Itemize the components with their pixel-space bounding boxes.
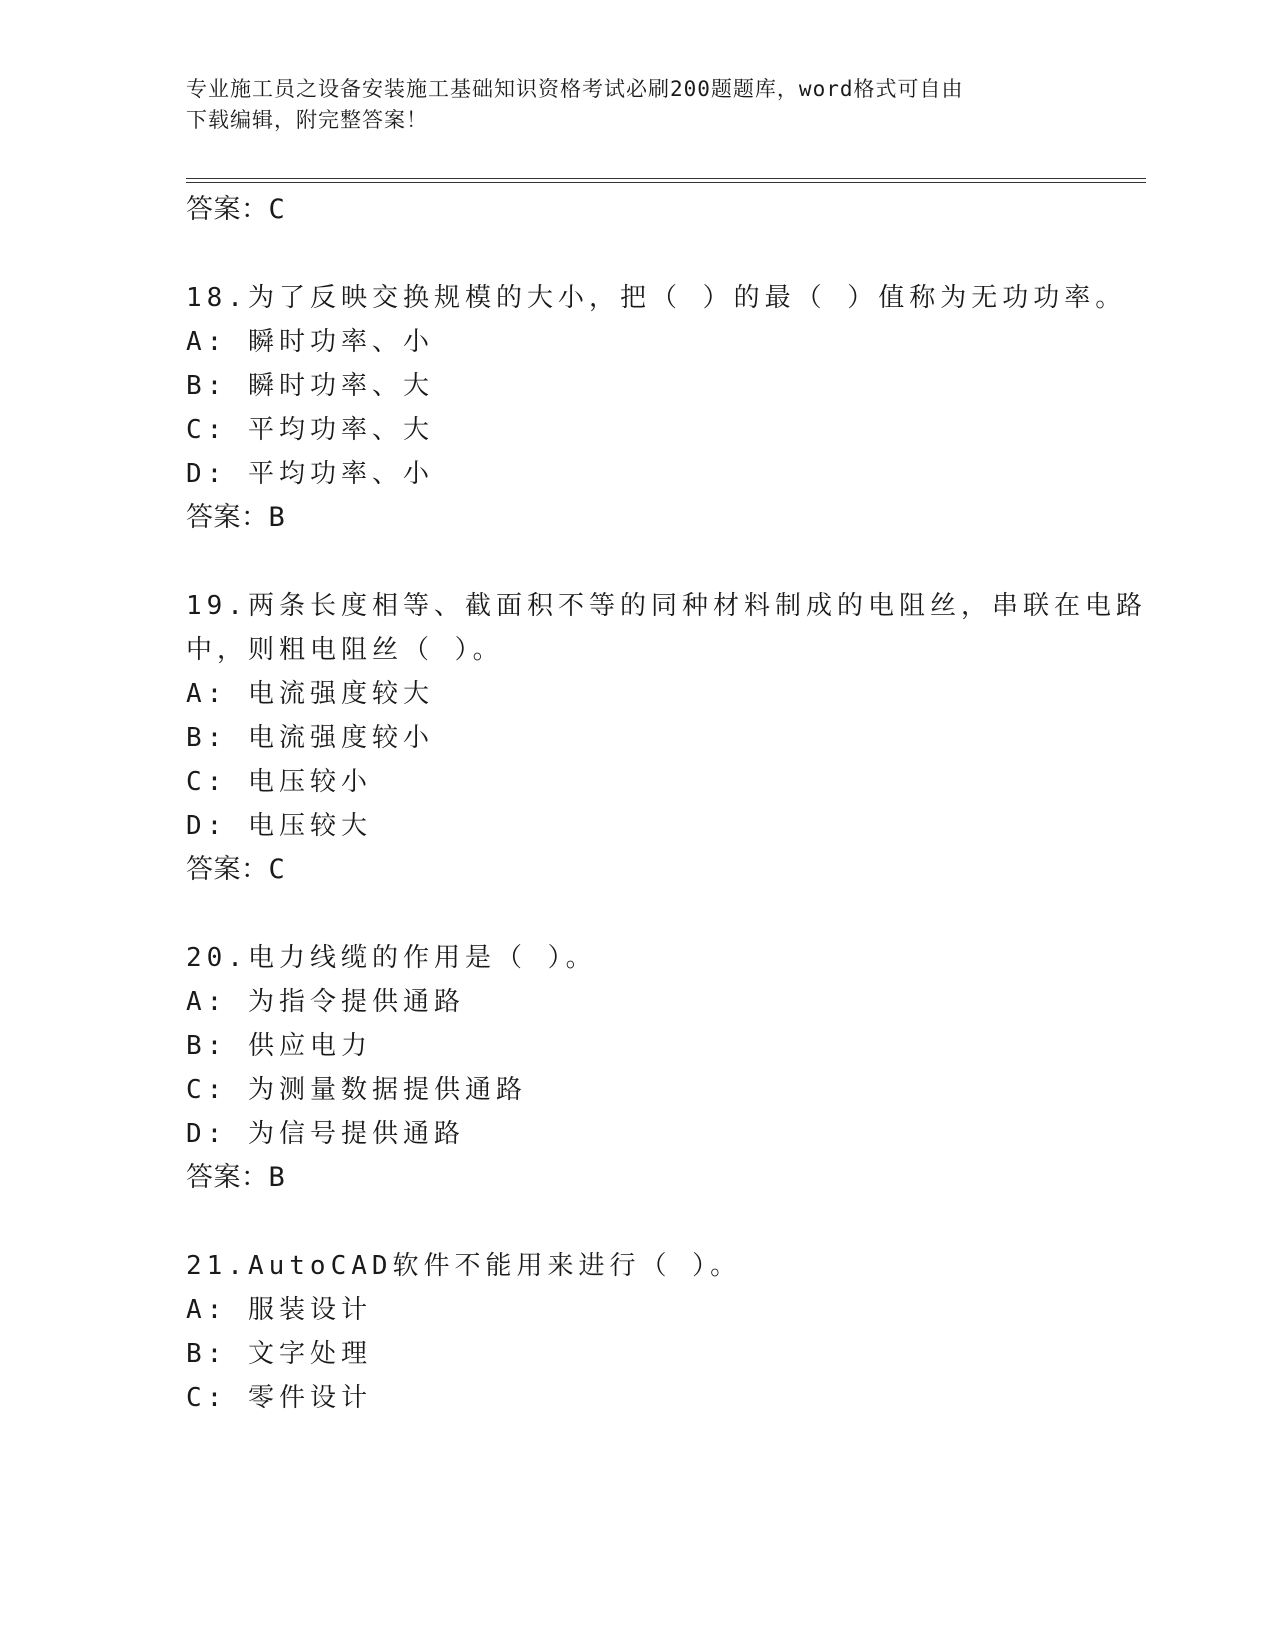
option-a: A: 瞬时功率、小	[186, 327, 434, 357]
answer-value: C	[268, 854, 286, 885]
option-b: B: 供应电力	[186, 1031, 372, 1061]
header-rule-thick	[186, 178, 1146, 179]
option-a: A: 电流强度较大	[186, 679, 434, 709]
option-c: C: 为测量数据提供通路	[186, 1075, 527, 1105]
option-a: A: 服装设计	[186, 1295, 372, 1325]
answer-label: 答案：	[186, 194, 269, 225]
question-stem: 18.为了反映交换规模的大小，把（ ）的最（ ）值称为无功功率。	[186, 283, 1127, 313]
answer-value: C	[268, 194, 286, 225]
answer-line	[186, 190, 285, 230]
question-stem: 21.AutoCAD软件不能用来进行（ ）。	[186, 1251, 742, 1281]
question-stem: 20.电力线缆的作用是（ ）。	[186, 943, 597, 973]
answer-label: 答案：	[186, 1162, 269, 1193]
option-c: C: 电压较小	[186, 767, 372, 797]
question-stem: 19.两条长度相等、截面积不等的同种材料制成的电阻丝，串联在电路	[186, 591, 1147, 621]
option-c: C: 零件设计	[186, 1383, 372, 1413]
answer-label: 答案：	[186, 502, 269, 533]
option-d: D: 电压较大	[186, 811, 372, 841]
answer-label: 答案：	[186, 854, 269, 885]
answer-line	[186, 498, 285, 538]
answer-line	[186, 850, 285, 890]
option-b: B: 电流强度较小	[186, 723, 434, 753]
document-header: 专业施工员之设备安装施工基础知识资格考试必刷200题题库，word格式可自由 下载编辑，附完整答案！	[186, 77, 964, 132]
option-b: B: 瞬时功率、大	[186, 371, 434, 401]
option-d: D: 为信号提供通路	[186, 1119, 465, 1149]
answer-value: B	[268, 1162, 286, 1193]
answer-value: B	[268, 502, 286, 533]
answer-line	[186, 1158, 285, 1198]
option-a: A: 为指令提供通路	[186, 987, 465, 1017]
option-b: B: 文字处理	[186, 1339, 372, 1369]
header-rule-thin	[186, 182, 1146, 183]
option-d: D: 平均功率、小	[186, 459, 434, 489]
question-stem-continued: 中，则粗电阻丝（ ）。	[186, 635, 504, 665]
option-c: C: 平均功率、大	[186, 415, 434, 445]
